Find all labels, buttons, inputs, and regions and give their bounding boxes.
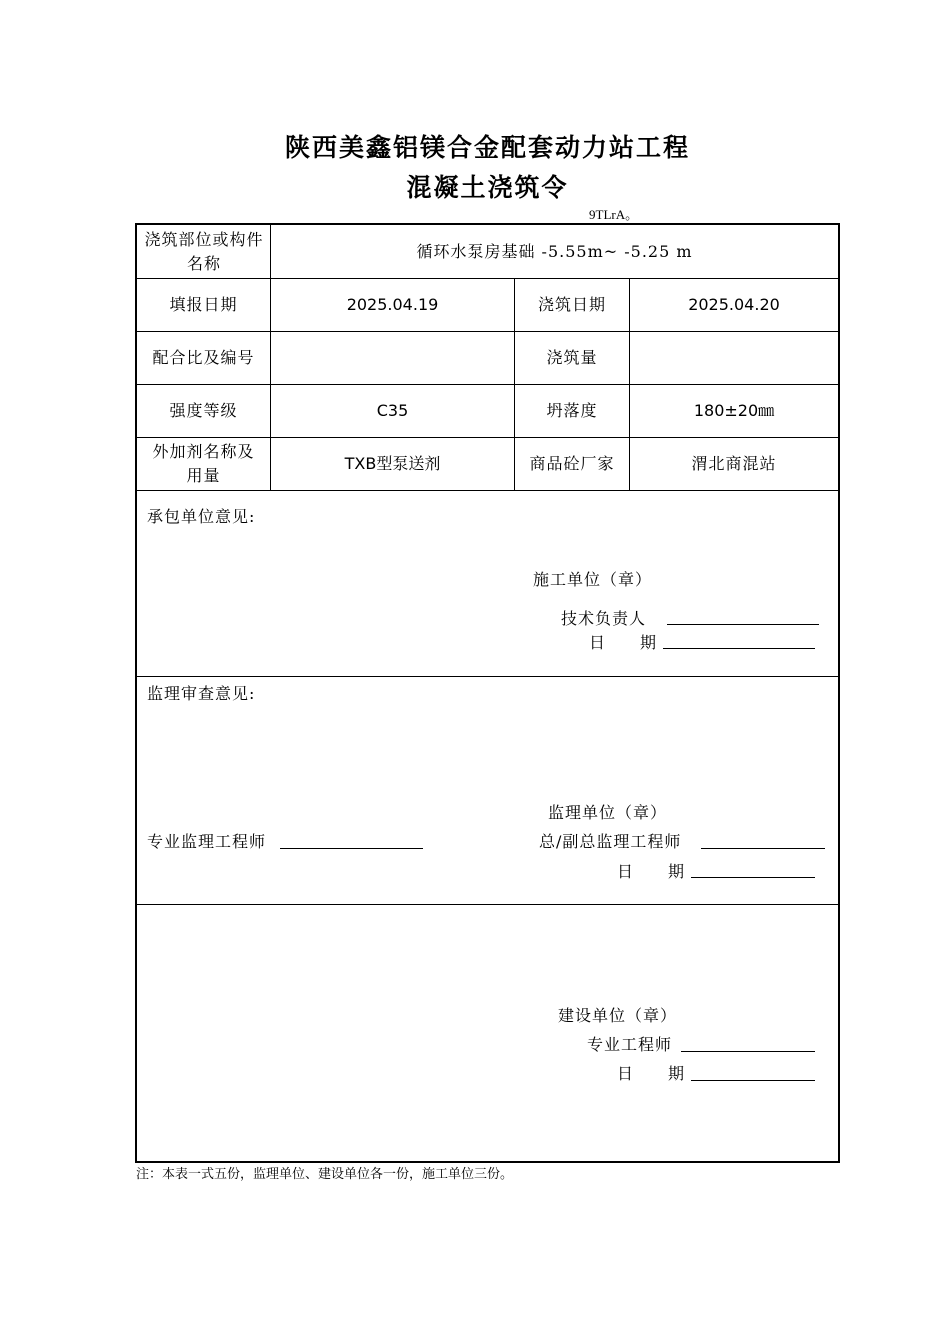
document-title: 陕西美鑫铝镁合金配套动力站工程	[284, 133, 690, 162]
contractor-opinion-heading: 承包单位意见:	[147, 507, 256, 526]
owner-unit-seal: 建设单位（章）	[558, 1006, 678, 1025]
pour-location-label: 浇筑部位或构件名称	[144, 229, 264, 273]
chief-supervisor-label: 总/副总监理工程师	[539, 832, 682, 851]
footnote: 注：本表一式五份，监理单位、建设单位各一份，施工单位三份。	[136, 1167, 514, 1182]
supervision-opinion-heading: 监理审查意见:	[147, 684, 256, 703]
tech-lead-signature-line	[667, 624, 819, 625]
row-divider	[137, 490, 838, 491]
supervision-unit-seal: 监理单位（章）	[548, 803, 668, 822]
tech-lead-label: 技术负责人	[561, 609, 647, 628]
mix-ratio-label: 配合比及编号	[152, 348, 255, 367]
owner-date-line	[691, 1080, 815, 1081]
document-code: 9TLrA。	[589, 207, 639, 222]
contractor-date-label: 日 期	[589, 633, 658, 652]
pour-volume-label: 浇筑量	[546, 348, 598, 367]
owner-engineer-line	[681, 1051, 815, 1052]
specialist-supervisor-label: 专业监理工程师	[147, 832, 267, 851]
supervision-date-line	[691, 877, 815, 878]
pour-date-label: 浇筑日期	[537, 295, 606, 314]
owner-engineer-label: 专业工程师	[587, 1035, 673, 1054]
concrete-supplier-label: 商品砼厂家	[529, 454, 615, 473]
section-divider	[137, 904, 838, 905]
owner-date-label: 日 期	[617, 1064, 686, 1083]
pour-order-form	[135, 223, 840, 1163]
admixture-label: 外加剂名称及用量	[152, 442, 255, 485]
slump-value: 180±20㎜	[693, 401, 775, 420]
contractor-date-line	[663, 648, 815, 649]
document-subtitle: 混凝土浇筑令	[406, 173, 569, 202]
slump-label: 坍落度	[546, 401, 598, 420]
contractor-unit-seal: 施工单位（章）	[533, 570, 653, 589]
admixture-value: TXB型泵送剂	[344, 454, 441, 473]
report-date-value: 2025.04.19	[346, 295, 439, 314]
section-divider	[137, 676, 838, 677]
specialist-supervisor-line	[280, 848, 423, 849]
strength-grade-label: 强度等级	[169, 401, 238, 420]
chief-supervisor-line	[701, 848, 825, 849]
strength-grade-value: C35	[376, 401, 409, 420]
pour-date-value: 2025.04.20	[688, 295, 780, 314]
mix-ratio-value	[271, 332, 514, 384]
pour-volume-value	[630, 332, 838, 384]
report-date-label: 填报日期	[169, 295, 238, 314]
pour-location-value: 循环水泵房基础 -5.55m~ -5.25 m	[416, 241, 693, 261]
concrete-supplier-value: 渭北商混站	[691, 454, 777, 473]
supervision-date-label: 日 期	[617, 862, 686, 881]
